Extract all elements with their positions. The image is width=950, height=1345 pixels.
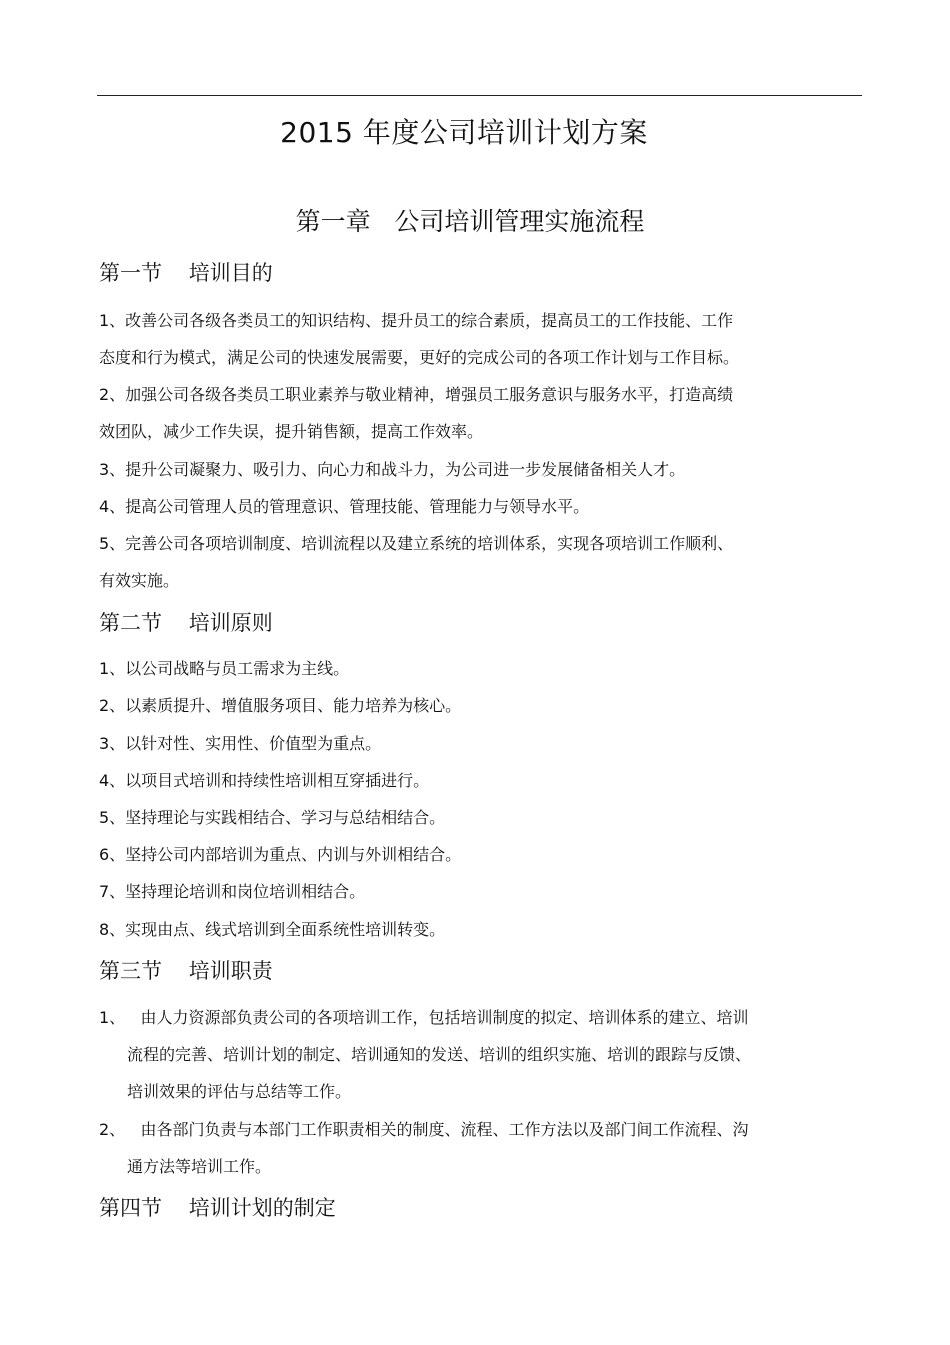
chapter-title: 第一章 公司培训管理实施流程 [295,207,645,236]
list-item: 6、坚持公司内部培训为重点、内训与外训相结合。 [99,845,462,864]
header-rule [97,95,862,96]
list-item: 培训效果的评估与总结等工作。 [127,1082,352,1101]
document-title: 2015 年度公司培训计划方案 [280,116,648,149]
section-heading-plan: 第四节 培训计划的制定 [99,1196,336,1220]
list-item: 2、 由各部门负责与本部门工作职责相关的制度、流程、工作方法以及部门间工作流程、沟 [99,1120,749,1139]
list-item: 有效实施。 [99,571,180,590]
list-item: 通方法等培训工作。 [127,1157,272,1176]
list-item: 5、坚持理论与实践相结合、学习与总结相结合。 [99,808,446,827]
list-item: 3、以针对性、实用性、价值型为重点。 [99,734,382,753]
list-item: 流程的完善、培训计划的制定、培训通知的发送、培训的组织实施、培训的跟踪与反馈、 [127,1045,752,1064]
list-item: 5、完善公司各项培训制度、培训流程以及建立系统的培训体系，实现各项培训工作顺利、 [99,534,734,553]
list-item: 1、改善公司各级各类员工的知识结构、提升员工的综合素质，提高员工的工作技能、工作 [99,311,734,330]
list-item: 4、以项目式培训和持续性培训相互穿插进行。 [99,771,430,790]
section-heading-principles: 第二节 培训原则 [99,611,273,635]
list-item: 态度和行为模式，满足公司的快速发展需要，更好的完成公司的各项工作计划与工作目标。 [99,348,740,367]
list-item: 3、提升公司凝聚力、吸引力、向心力和战斗力，为公司进一步发展储备相关人才。 [99,460,686,479]
section-heading-responsibilities: 第三节 培训职责 [99,959,273,983]
list-item: 8、实现由点、线式培训到全面系统性培训转变。 [99,920,446,939]
list-item: 4、提高公司管理人员的管理意识、管理技能、管理能力与领导水平。 [99,497,590,516]
list-item: 2、加强公司各级各类员工职业素养与敬业精神，增强员工服务意识与服务水平，打造高绩 [99,385,734,404]
list-item: 1、以公司战略与员工需求为主线。 [99,659,350,678]
section-heading-purpose: 第一节 培训目的 [99,261,273,285]
list-item: 效团队，减少工作失误，提升销售额，提高工作效率。 [99,422,484,441]
list-item: 2、以素质提升、增值服务项目、能力培养为核心。 [99,696,462,715]
list-item: 7、坚持理论培训和岗位培训相结合。 [99,882,366,901]
list-item: 1、 由人力资源部负责公司的各项培训工作，包括培训制度的拟定、培训体系的建立、培训 [99,1008,749,1027]
